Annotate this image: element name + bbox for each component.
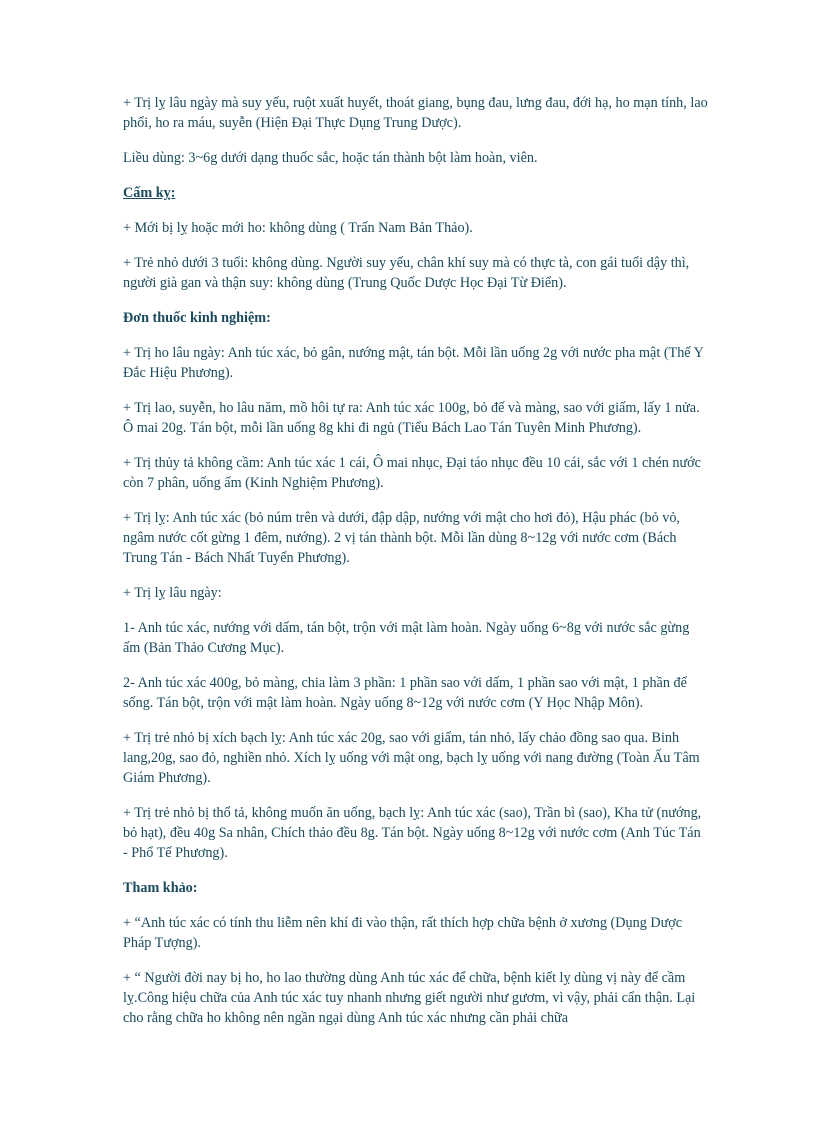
- paragraph: + Trị ho lâu ngày: Anh túc xác, bỏ gân, nướng mật, tán bột. Mỗi lần uống 2g với nước pha mật (Thế Y Đắc Hiệu Phương).: [123, 345, 704, 381]
- paragraph: + “Anh túc xác có tính thu liễm nên khí đi vào thận, rất thích hợp chữa bệnh ở xương (Dụng Dược Pháp Tượng).: [123, 915, 683, 951]
- paragraph: 2- Anh túc xác 400g, bỏ màng, chia làm 3 phần: 1 phần sao với dấm, 1 phần sao với mật, 1 phần để sống. Tán bột, trộn với mật làm hoàn. Ngày uống 8~12g với nước cơm (Y Học Nhập Môn).: [123, 675, 687, 711]
- heading-text: Cấm kỵ:: [123, 185, 176, 201]
- paragraph: + Trị lao, suyễn, ho lâu năm, mồ hôi tự ra: Anh túc xác 100g, bỏ đế và màng, sao với giấm, lấy 1 nửa. Ô mai 20g. Tán bột, mỗi lần uống 8g khi đi ngủ (Tiểu Bách Lao Tán Tuyên Minh Phương).: [123, 400, 700, 436]
- document-page: [123, 93, 708, 1043]
- section-heading-prescriptions: Đơn thuốc kinh nghiệm:: [123, 310, 271, 326]
- paragraph: + Trị trẻ nhỏ bị thổ tả, không muốn ăn uống, bạch lỵ: Anh túc xác (sao), Trần bì (sao), Kha tử (nướng, bỏ hạt), đều 40g Sa nhân, Chích thảo đều 8g. Tán bột. Ngày uống 8~12g với nước cơm (Anh Túc Tán - Phổ Tế Phương).: [123, 805, 702, 861]
- paragraph: + Trị thủy tả không cầm: Anh túc xác 1 cái, Ô mai nhục, Đại táo nhục đều 10 cái, sắc với 1 chén nước còn 7 phân, uống ấm (Kinh Nghiệm Phương).: [123, 455, 701, 491]
- section-heading-contraindications: [123, 183, 708, 203]
- paragraph: + “ Người đời nay bị ho, ho lao thường dùng Anh túc xác để chữa, bệnh kiết lỵ dùng vị này để cầm lỵ.Công hiệu chữa của Anh túc xác tuy nhanh nhưng giết người như gươm, vì vậy, phải cẩn thận. Lại cho rằng chữa ho không nên ngần ngại dùng Anh túc xác nhưng cần phải chữa: [123, 970, 696, 1026]
- paragraph: + Trị lỵ lâu ngày:: [123, 585, 222, 601]
- paragraph: 1- Anh túc xác, nướng với dấm, tán bột, trộn với mật làm hoàn. Ngày uống 6~8g với nước sắc gừng ấm (Bản Thảo Cương Mục).: [123, 620, 690, 656]
- dosage-paragraph: Liều dùng: 3~6g dưới dạng thuốc sắc, hoặc tán thành bột làm hoàn, viên.: [123, 150, 538, 166]
- paragraph: + Trị trẻ nhỏ bị xích bạch lỵ: Anh túc xác 20g, sao với giấm, tán nhỏ, lấy chảo đồng sao qua. Binh lang,20g, sao đỏ, nghiền nhỏ. Xích lỵ uống với mật ong, bạch lỵ uống với nang đường (Toàn Ấu Tâm Giám Phương).: [123, 730, 700, 786]
- paragraph: + Trị lỵ lâu ngày mà suy yếu, ruột xuất huyết, thoát giang, bụng đau, lưng đau, đới hạ, ho mạn tính, lao phổi, ho ra máu, suyễn (Hiện Đại Thực Dụng Trung Dược).: [123, 95, 708, 131]
- paragraph: + Trẻ nhỏ dưới 3 tuổi: không dùng. Người suy yếu, chân khí suy mà có thực tà, con gái tuổi dậy thì, người già gan và thận suy: không dùng (Trung Quốc Dược Học Đại Từ Điển).: [123, 255, 690, 291]
- section-heading-references: Tham khảo:: [123, 880, 198, 896]
- paragraph: + Trị lỵ: Anh túc xác (bỏ núm trên và dưới, đập dập, nướng với mật cho hơi đỏ), Hậu phác (bỏ vỏ, ngâm nước cốt gừng 1 đêm, nướng). 2 vị tán thành bột. Mỗi lần dùng 8~12g với nước cơm (Bách Trung Tán - Bách Nhất Tuyển Phương).: [123, 510, 680, 566]
- paragraph: + Mới bị lỵ hoặc mới ho: không dùng ( Trấn Nam Bản Thảo).: [123, 220, 473, 236]
